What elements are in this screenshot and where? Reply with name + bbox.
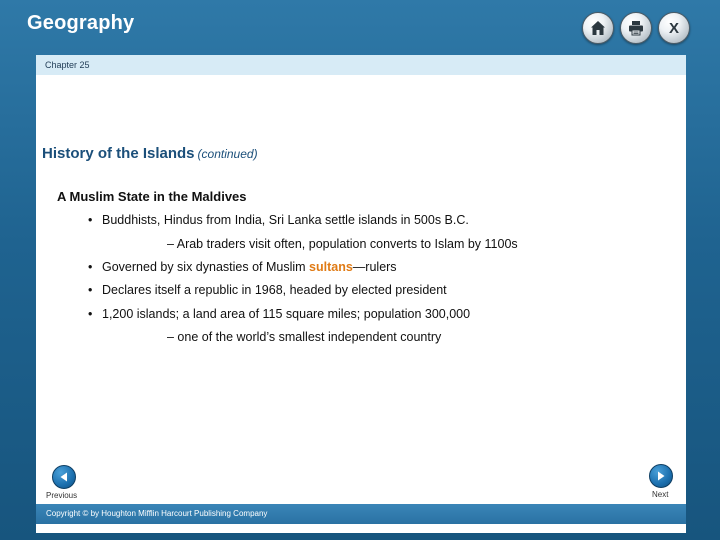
arrow-left-icon — [58, 471, 70, 483]
home-button[interactable] — [582, 12, 614, 44]
bullet-text: Buddhists, Hindus from India, Sri Lanka settle islands in 500s B.C. — [102, 213, 469, 227]
bullet-item — [88, 213, 469, 227]
heading-text: History of the Islands — [42, 145, 195, 162]
slide-subheading: A Muslim State in the Maldives — [57, 189, 247, 204]
bullet-dot: • — [88, 307, 93, 321]
content-panel — [36, 55, 686, 533]
heading-suffix: (continued) — [197, 147, 258, 161]
arrow-right-icon — [655, 470, 667, 482]
bullet-item — [88, 260, 397, 274]
close-label: X — [668, 20, 680, 37]
sub-bullet-item: – Arab traders visit often, population converts to Islam by 1100s — [167, 237, 518, 251]
vocab-term[interactable]: sultans — [309, 260, 353, 274]
copyright-footer: Copyright © by Houghton Mifflin Harcourt Publishing Company — [36, 504, 686, 524]
bullet-text: Governed by six dynasties of Muslim — [102, 260, 310, 274]
top-toolbar — [582, 12, 690, 44]
close-button[interactable] — [658, 12, 690, 44]
home-icon — [588, 18, 608, 38]
bullet-dot: • — [88, 260, 93, 274]
app-title: Geography — [27, 12, 135, 34]
slide-heading — [42, 145, 258, 162]
print-icon — [626, 18, 646, 38]
bullet-text-after: —rulers — [352, 260, 397, 274]
bullet-text: 1,200 islands; a land area of 115 square miles; population 300,000 — [102, 307, 471, 321]
bullet-dot: • — [88, 213, 93, 227]
bullet-dot: • — [88, 283, 93, 297]
previous-label[interactable]: Previous — [46, 491, 78, 500]
close-icon — [664, 18, 684, 38]
bullet-item — [88, 283, 447, 297]
next-label[interactable]: Next — [652, 490, 669, 499]
chapter-bar: Chapter 25 — [36, 55, 686, 75]
previous-button[interactable] — [52, 465, 76, 489]
next-button[interactable] — [649, 464, 673, 488]
bullet-item — [88, 307, 470, 321]
sub-bullet-item: – one of the world’s smallest independent country — [167, 330, 442, 344]
print-button[interactable] — [620, 12, 652, 44]
bullet-text: Declares itself a republic in 1968, headed by elected president — [102, 283, 447, 297]
